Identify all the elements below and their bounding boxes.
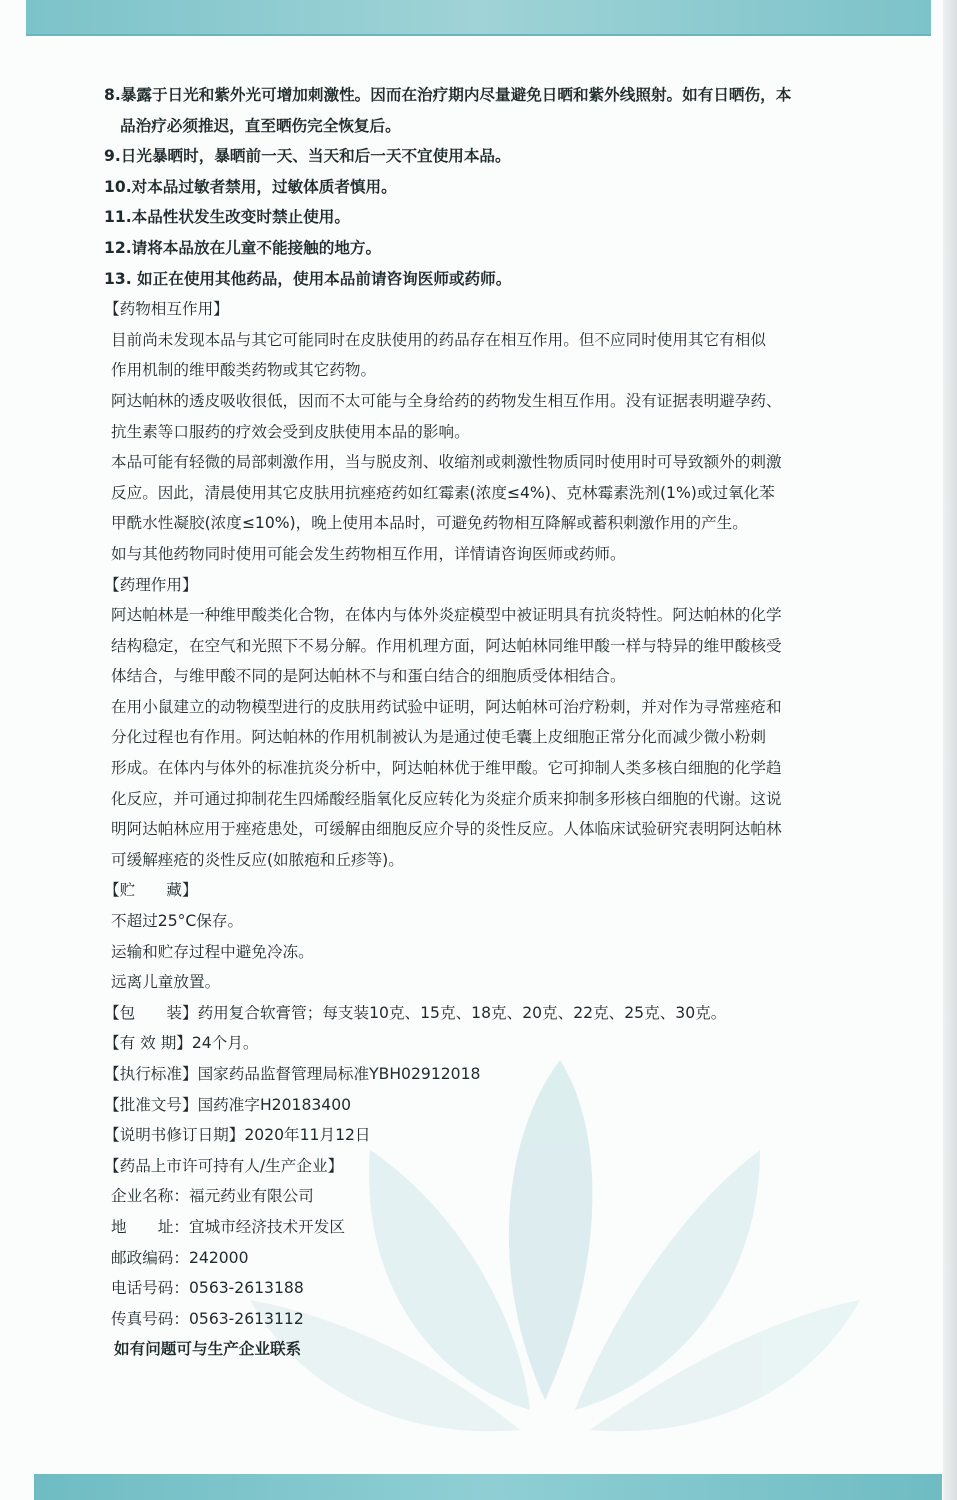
phone-row — [104, 1273, 874, 1304]
storage-body — [104, 906, 874, 998]
pharmacology-line: 化反应，并可通过抑制花生四烯酸经脂氧化反应转化为炎症介质来抑制多形核白细胞的代谢。这说 — [111, 789, 782, 808]
expiry-value: 24个月。 — [191, 1034, 259, 1053]
holder-label: 【药品上市许可持有人/生产企业】 — [104, 1156, 344, 1175]
pharmacology-line: 阿达帕林是一种维甲酸类化合物，在体内与体外炎症模型中被证明具有抗炎特性。阿达帕林的化学 — [111, 606, 782, 625]
expiry-label: 【有 效 期】 — [104, 1034, 192, 1053]
postcode-value: 242000 — [188, 1248, 249, 1267]
storage-heading: 【贮 藏】 — [104, 881, 198, 900]
rule-9: 9.日光暴晒时，暴晒前一天、当天和后一天不宜使用本品。 — [104, 147, 511, 166]
revision-date-value: 2020年11月12日 — [244, 1126, 371, 1145]
expiry-row — [104, 1028, 874, 1059]
address-value: 宜城市经济技术开发区 — [188, 1217, 345, 1236]
postcode-row — [104, 1243, 874, 1274]
interaction-body — [104, 325, 874, 570]
interaction-heading: 【药物相互作用】 — [104, 300, 229, 319]
precautions-list — [104, 80, 874, 294]
pharmacology-line: 体结合，与维甲酸不同的是阿达帕林不与和蛋白结合的细胞质受体相结合。 — [111, 667, 626, 686]
pharmacology-body — [104, 600, 874, 875]
rule-10: 10.对本品过敏者禁用，过敏体质者慎用。 — [104, 177, 397, 196]
package-value: 药用复合软膏管；每支装10克、15克、18克、20克、22克、25克、30克。 — [197, 1003, 727, 1022]
package-label: 【包 装】 — [104, 1003, 198, 1022]
fax-row — [104, 1304, 874, 1335]
address-row — [104, 1212, 874, 1243]
interaction-line: 目前尚未发现本品与其它可能同时在皮肤使用的药品存在相互作用。但不应同时使用其它有相似 — [111, 330, 766, 349]
fax-label: 传真号码： — [111, 1309, 189, 1328]
approval-label: 【批准文号】 — [104, 1095, 198, 1114]
interaction-line: 本品可能有轻微的局部刺激作用，当与脱皮剂、收缩剂或刺激性物质同时使用时可导致额外的刺激 — [111, 453, 782, 472]
pharmacology-line: 在用小鼠建立的动物模型进行的皮肤用药试验中证明，阿达帕林可治疗粉刺，并对作为寻常痤疮和 — [111, 697, 782, 716]
address-label: 地 址： — [111, 1217, 189, 1236]
revision-date-label: 【说明书修订日期】 — [104, 1126, 245, 1145]
storage-line: 不超过25°C保存。 — [111, 912, 244, 931]
company-name-row — [104, 1181, 874, 1212]
leaflet-content — [104, 80, 874, 1365]
interaction-line: 抗生素等口服药的疗效会受到皮肤使用本品的影响。 — [111, 422, 470, 441]
postcode-label: 邮政编码： — [111, 1248, 189, 1267]
holder-heading — [104, 1151, 874, 1182]
company-name-label: 企业名称： — [111, 1187, 189, 1206]
storage-line: 远离儿童放置。 — [111, 973, 221, 992]
phone-label: 电话号码： — [111, 1279, 189, 1298]
pharmacology-line: 明阿达帕林应用于痤疮患处，可缓解由细胞反应介导的炎性反应。人体临床试验研究表明阿达帕林 — [111, 820, 782, 839]
interaction-line: 阿达帕林的透皮吸收很低，因而不太可能与全身给药的药物发生相互作用。没有证据表明避孕药、 — [111, 391, 782, 410]
pharmacology-line: 结构稳定，在空气和光照下不易分解。作用机理方面，阿达帕林同维甲酸一样与特异的维甲酸核受 — [111, 636, 782, 655]
contact-note: 如有问题可与生产企业联系 — [114, 1340, 302, 1359]
package-row — [104, 998, 874, 1029]
pharmacology-line: 可缓解痤疮的炎性反应(如脓疱和丘疹等)。 — [111, 850, 404, 869]
phone-value: 0563-2613188 — [188, 1279, 304, 1298]
interaction-line: 反应。因此，清晨使用其它皮肤用抗痤疮药如红霉素(浓度≤4%)、克林霉素洗剂(1%)或过氧化苯 — [111, 483, 775, 502]
rule-8 — [104, 80, 874, 111]
revision-date-row — [104, 1120, 874, 1151]
interaction-line: 甲酰水性凝胶(浓度≤10%)，晚上使用本品时，可避免药物相互降解或蓄积刺激作用的产生。 — [111, 514, 748, 533]
rule-8-line1: 8.暴露于日光和紫外光可增加刺激性。因而在治疗期内尽量避免日晒和紫外线照射。如有日晒伤，本 — [104, 86, 792, 104]
rule-11: 11.本品性状发生改变时禁止使用。 — [104, 208, 350, 227]
fax-value: 0563-2613112 — [188, 1309, 304, 1328]
standard-value: 国家药品监督管理局标准YBH02912018 — [197, 1065, 481, 1083]
pharmacology-line: 分化过程也有作用。阿达帕林的作用机制被认为是通过使毛囊上皮细胞正常分化而减少微小粉刺 — [111, 728, 766, 747]
standard-label: 【执行标准】 — [104, 1065, 198, 1083]
interaction-line: 如与其他药物同时使用可能会发生药物相互作用，详情请咨询医师或药师。 — [111, 544, 626, 563]
rule-12: 12.请将本品放在儿童不能接触的地方。 — [104, 238, 382, 257]
standard-row — [104, 1059, 874, 1090]
storage-line: 运输和贮存过程中避免冷冻。 — [111, 942, 314, 961]
interaction-line: 作用机制的维甲酸类药物或其它药物。 — [111, 361, 377, 380]
product-info — [104, 998, 874, 1182]
approval-value: 国药准字H20183400 — [197, 1095, 352, 1114]
company-info — [104, 1181, 874, 1365]
rule-13: 13. 如正在使用其他药品，使用本品前请咨询医师或药师。 — [104, 269, 512, 288]
pharmacology-line: 形成。在体内与体外的标准抗炎分析中，阿达帕林优于维甲酸。它可抑制人类多核白细胞的化学趋 — [111, 759, 782, 778]
rule-8-cont: 品治疗必须推迟，直至晒伤完全恢复后。 — [120, 116, 401, 135]
pharmacology-heading: 【药理作用】 — [104, 575, 198, 594]
approval-row — [104, 1090, 874, 1121]
company-name-value: 福元药业有限公司 — [188, 1187, 314, 1206]
bottom-teal-band — [34, 1474, 942, 1500]
